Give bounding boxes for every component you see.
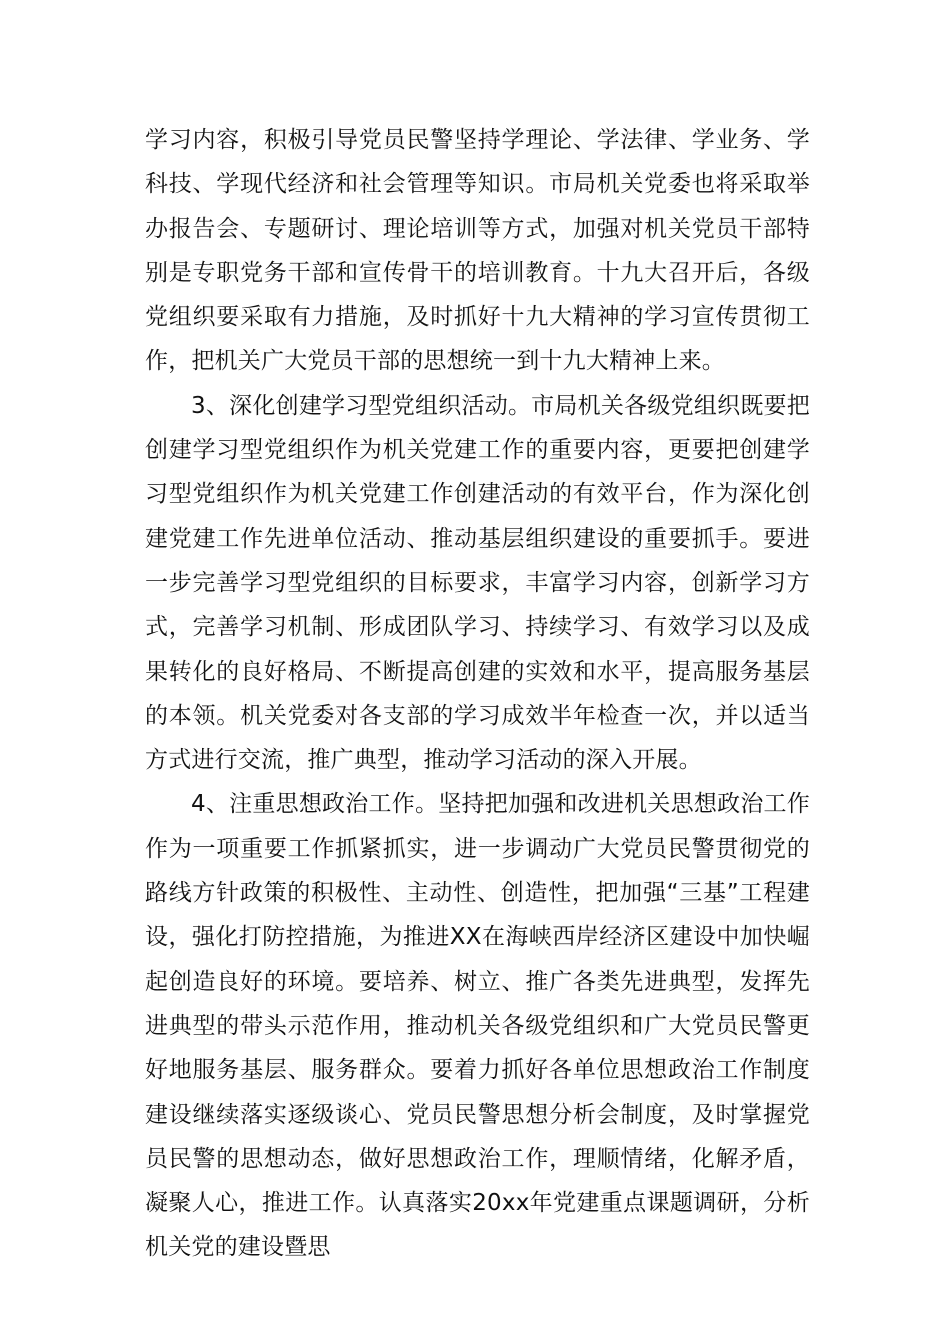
paragraph-continuation: 学习内容，积极引导党员民警坚持学理论、学法律、学业务、学科技、学现代经济和社会管理等知识。市局机关党委也将采取举办报告会、专题研讨、理论培训等方式，加强对机关党员干部特别是专职党务干部和宣传骨干的培训教育。十九大召开后，各级党组织要采取有力措施，及时抓好十九大精神的学习宣传贯彻工作，把机关广大党员干部的思想统一到十九大精神上来。 — [145, 127, 810, 375]
document-body — [145, 118, 810, 1270]
paragraph-ideological-work: 4、注重思想政治工作。坚持把加强和改进机关思想政治工作作为一项重要工作抓紧抓实，进一步调动广大党员民警贯彻党的路线方针政策的积极性、主动性、创造性，把加强“三基”工程建设，强化打防控措施，为推进XX在海峡西岸经济区建设中加快崛起创造良好的环境。要培养、树立、推广各类先进典型，发挥先进典型的带头示范作用，推动机关各级党组织和广大党员民警更好地服务基层、服务群众。要着力抓好各单位思想政治工作制度建设继续落实逐级谈心、党员民警思想分析会制度，及时掌握党员民警的思想动态，做好思想政治工作，理顺情绪，化解矛盾，凝聚人心，推进工作。认真落实20xx年党建重点课题调研，分析机关党的建设暨思 — [145, 791, 810, 1261]
paragraph-learning-party-org: 3、深化创建学习型党组织活动。市局机关各级党组织既要把创建学习型党组织作为机关党建工作的重要内容，更要把创建学习型党组织作为机关党建工作创建活动的有效平台，作为深化创建党建工作先进单位活动、推动基层组织建设的重要抓手。要进一步完善学习型党组织的目标要求，丰富学习内容，创新学习方式，完善学习机制、形成团队学习、持续学习、有效学习以及成果转化的良好格局、不断提高创建的实效和水平，提高服务基层的本领。机关党委对各支部的学习成效半年检查一次，并以适当方式进行交流，推广典型，推动学习活动的深入开展。 — [145, 392, 810, 774]
